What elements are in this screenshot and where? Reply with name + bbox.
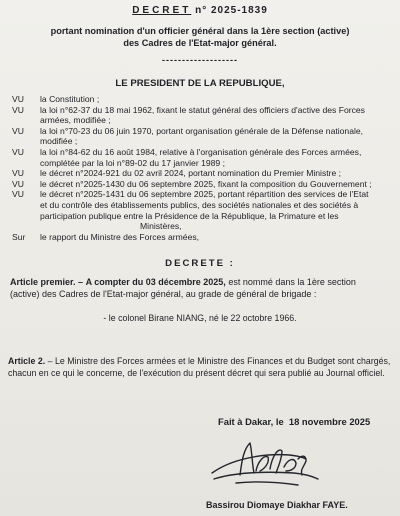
- visa-label: VU: [12, 94, 24, 104]
- visa-label: VU: [12, 168, 24, 179]
- separator: -------------------: [162, 55, 238, 65]
- president-heading: LE PRESIDENT DE LA REPUBLIQUE,: [115, 78, 285, 89]
- article-2-text: – Le Ministre des Forces armées et le Ministre des Finances et du Budget sont chargés,: [47, 356, 391, 366]
- visa-label: VU: [12, 147, 24, 157]
- closing-place: Fait à Dakar, le: [218, 416, 284, 427]
- article-2-title: Article 2.: [8, 356, 46, 366]
- article-1-text: est nommé dans la 1ère section: [228, 277, 356, 287]
- article-1-text-2: (active) des Cadres de l'Etat-major général, au grade de général de brigade :: [10, 288, 317, 299]
- subtitle-line-1: portant nomination d'un officier général dans la 1ère section (active): [50, 26, 350, 36]
- article-1-title: Article premier. –: [10, 277, 84, 287]
- visa-text: la loi n°84-62 du 16 août 1984, relative à l'organisation générale des Forces armées, complétée par la loi n°89-02 du 17 janvier 1989 ;: [40, 147, 362, 168]
- article-2-text-2: chacun en ce qui le concerne, de l'exécution du présent décret qui sera publié au Journal officiel.: [8, 367, 385, 378]
- visa-text: le rapport du Ministre des Forces armées,: [40, 232, 200, 242]
- decree-number: 2025-1839: [210, 5, 268, 16]
- closing-place-date: [218, 416, 370, 427]
- visa-label: VU: [12, 125, 24, 136]
- article-1-date: A compter du 03 décembre 2025,: [85, 277, 226, 287]
- article-2: [8, 356, 396, 379]
- signature-image: [206, 433, 324, 493]
- visa-label: VU: [12, 104, 24, 115]
- visa-text: la Constitution ;: [40, 94, 100, 104]
- nominee: - le colonel Birane NIANG, né le 22 octobre 1966.: [103, 313, 297, 323]
- subtitle-line-2: des Cadres de l'Etat-major général.: [123, 38, 277, 48]
- visa-text: le décret n°2025-1431 du 06 septembre 2025, portant répartition des services de l'Etat et du contrôle des établissements publics, des sociétés nationales et des sociétés à participation publique entre la Présidence de la République, la Primature et les Ministères,: [40, 189, 369, 232]
- decree-number-prefix: n°: [195, 5, 208, 16]
- closing-date: 18 novembre 2025: [288, 416, 371, 427]
- visa-text: le décret n°2024-921 du 02 avril 2024, portant nomination du Premier Ministre ;: [40, 168, 342, 179]
- decrete-heading: DECRETE :: [165, 258, 235, 269]
- decree-header: [0, 5, 400, 16]
- visa-text: la loi n°62-37 du 18 mai 1962, fixant le statut général des officiers d'active des Forces armées, modifiée ;: [40, 104, 365, 126]
- signatory-name: Bassirou Diomaye Diakhar FAYE.: [206, 500, 348, 510]
- decree-label: DECRET: [132, 5, 192, 16]
- visa-text: la loi n°70-23 du 06 juin 1970, portant organisation générale de la Défense nationale, modifiée ;: [40, 125, 364, 147]
- article-1: [10, 277, 392, 300]
- visa-label: Sur: [12, 232, 26, 242]
- visa-label: VU: [12, 178, 24, 189]
- visa-label: VU: [12, 189, 24, 200]
- visa-text: le décret n°2025-1430 du 06 septembre 2025, fixant la composition du Gouvernement ;: [40, 178, 372, 189]
